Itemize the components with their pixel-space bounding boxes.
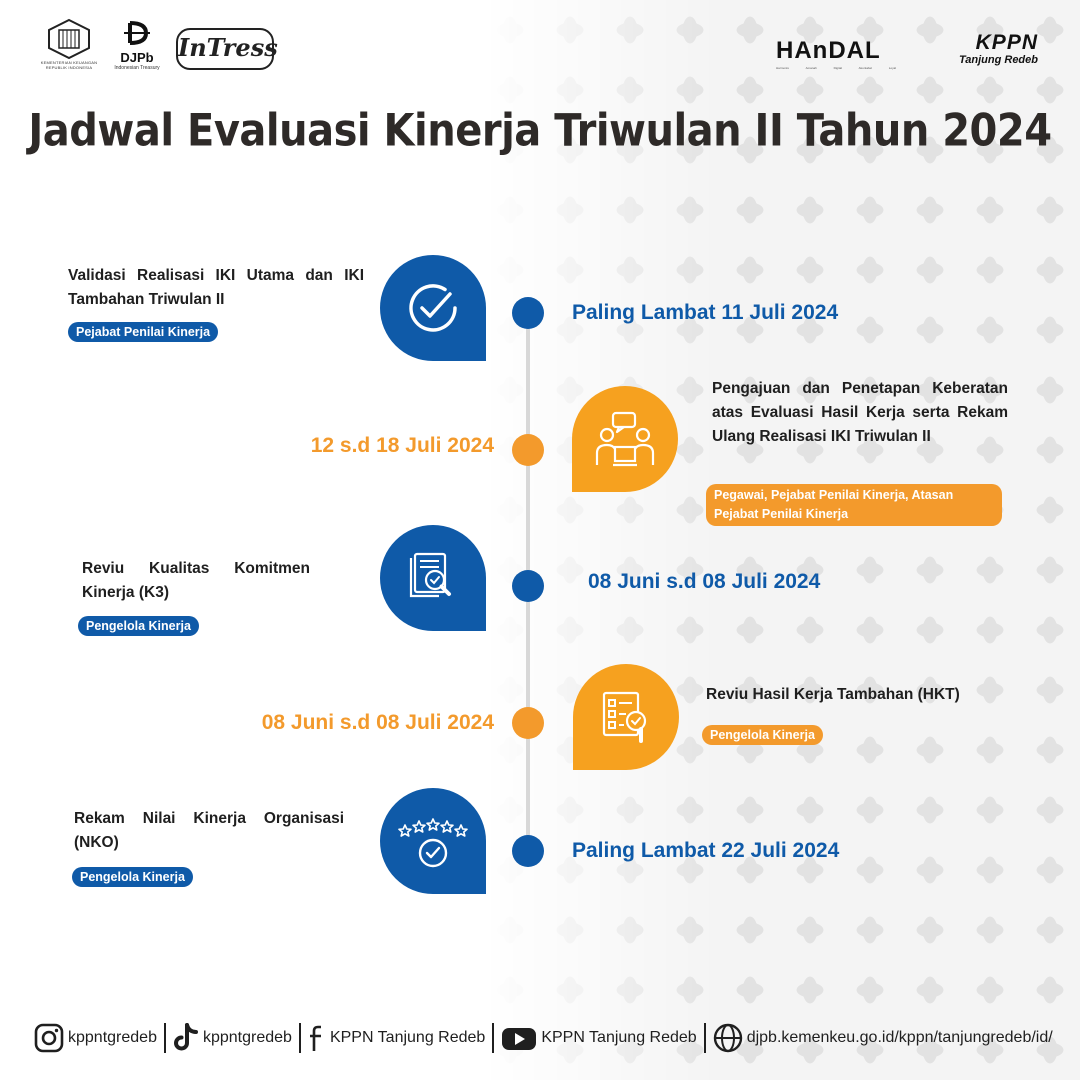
kemenkeu-logo bbox=[40, 18, 98, 70]
globe-icon bbox=[713, 1023, 743, 1053]
kemenkeu-caption-2: REPUBLIK INDONESIA bbox=[45, 65, 93, 70]
footer-instagram-handle: kppntgredeb bbox=[68, 1029, 157, 1046]
footer-divider bbox=[164, 1023, 166, 1053]
timeline-item-1-date: Paling Lambat 11 Juli 2024 bbox=[572, 301, 839, 324]
tiktok-icon bbox=[173, 1023, 199, 1053]
handal-values bbox=[776, 66, 896, 70]
footer-divider bbox=[492, 1023, 494, 1053]
footer-tiktok-handle: kppntgredeb bbox=[202, 1029, 292, 1046]
handal-value: Harmonis bbox=[776, 66, 789, 70]
timeline-item-5-description: Rekam Nilai Kinerja Organisasi (NKO) bbox=[74, 810, 344, 851]
timeline-item-3-description: Reviu Kualitas Komitmen Kinerja (K3) bbox=[82, 560, 310, 601]
timeline-dot-3 bbox=[512, 570, 544, 602]
handal-value: Loyal bbox=[888, 66, 896, 70]
timeline-item-2-date: 12 s.d 18 Juli 2024 bbox=[310, 434, 494, 457]
timeline-dot-2 bbox=[512, 434, 544, 466]
footer-divider bbox=[704, 1023, 706, 1053]
handal-value: Digital bbox=[833, 66, 842, 70]
timeline-item-4-date: 08 Juni s.d 08 Juli 2024 bbox=[261, 711, 494, 734]
handal-logo bbox=[776, 38, 896, 70]
youtube-icon bbox=[501, 1023, 537, 1053]
timeline-dot-1 bbox=[512, 297, 544, 329]
footer-divider bbox=[299, 1023, 301, 1053]
footer-tiktok[interactable] bbox=[173, 1023, 292, 1053]
djpb-logo bbox=[110, 20, 164, 71]
kemenkeu-emblem-icon bbox=[45, 18, 93, 60]
handal-logo-text: HAnDAL bbox=[776, 37, 881, 64]
instagram-icon bbox=[34, 1023, 64, 1053]
timeline-item-2-role: Pegawai, Pejabat Penilai Kinerja, Atasan Pejabat Penilai Kinerja bbox=[706, 484, 1002, 526]
kppn-logo-subtitle: Tanjung Redeb bbox=[958, 54, 1038, 66]
handal-value: Amanah bbox=[805, 66, 817, 70]
timeline-item-5-role: Pengelola Kinerja bbox=[72, 867, 193, 887]
timeline-item-4-role: Pengelola Kinerja bbox=[702, 725, 823, 745]
intress-logo: InTress bbox=[176, 28, 274, 70]
kppn-logo bbox=[914, 32, 1038, 66]
djpb-emblem-icon bbox=[122, 20, 152, 46]
footer-facebook[interactable] bbox=[308, 1023, 485, 1053]
page-title: Jadwal Evaluasi Kinerja Triwulan II Tahun 2024 bbox=[28, 105, 1052, 157]
timeline-item-3-date: 08 Juni s.d 08 Juli 2024 bbox=[588, 570, 821, 593]
footer-youtube-name: KPPN Tanjung Redeb bbox=[541, 1029, 697, 1046]
footer-website[interactable] bbox=[713, 1023, 1053, 1053]
background-pattern bbox=[480, 0, 1080, 1080]
document-search-icon bbox=[403, 548, 463, 608]
djpb-name: DJPb bbox=[120, 50, 154, 65]
footer-facebook-name: KPPN Tanjung Redeb bbox=[329, 1029, 486, 1046]
timeline-item-3-role: Pengelola Kinerja bbox=[78, 616, 199, 636]
timeline-item-1-description: Validasi Realisasi IKI Utama dan IKI Tambahan Triwulan II bbox=[68, 267, 364, 308]
check-circle-icon bbox=[403, 278, 463, 338]
timeline-item-4-badge bbox=[573, 664, 679, 770]
timeline-item-1-role: Pejabat Penilai Kinerja bbox=[68, 322, 218, 342]
social-footer bbox=[34, 1018, 1064, 1058]
kemenkeu-caption: KEMENTERIAN KEUANGAN bbox=[40, 60, 98, 65]
facebook-icon bbox=[308, 1023, 326, 1053]
timeline-item-5-date: Paling Lambat 22 Juli 2024 bbox=[572, 839, 840, 862]
timeline-dot-5 bbox=[512, 835, 544, 867]
timeline-item-4-description: Reviu Hasil Kerja Tambahan (HKT) bbox=[706, 686, 960, 703]
timeline-item-3-badge bbox=[380, 525, 486, 631]
timeline-dot-4 bbox=[512, 707, 544, 739]
checklist-review-icon bbox=[596, 687, 656, 747]
footer-instagram[interactable] bbox=[34, 1023, 157, 1053]
timeline-item-1-badge bbox=[380, 255, 486, 361]
handal-value: Akuntabel bbox=[858, 66, 873, 70]
djpb-caption: Indonesian Treasury bbox=[114, 65, 160, 71]
footer-youtube[interactable] bbox=[501, 1023, 696, 1053]
timeline-item-2-description: Pengajuan dan Penetapan Keberatan atas Evaluasi Hasil Kerja serta Rekam Ulang Realisasi IKI Triwulan II bbox=[712, 380, 1008, 445]
timeline-item-2-badge bbox=[572, 386, 678, 492]
discussion-icon bbox=[593, 409, 657, 469]
timeline-item-5-badge bbox=[380, 788, 486, 894]
footer-website-url: djpb.kemenkeu.go.id/kppn/tanjungredeb/id/ bbox=[746, 1029, 1053, 1046]
star-rating-icon bbox=[398, 811, 468, 871]
kppn-logo-text: KPPN bbox=[975, 31, 1038, 54]
